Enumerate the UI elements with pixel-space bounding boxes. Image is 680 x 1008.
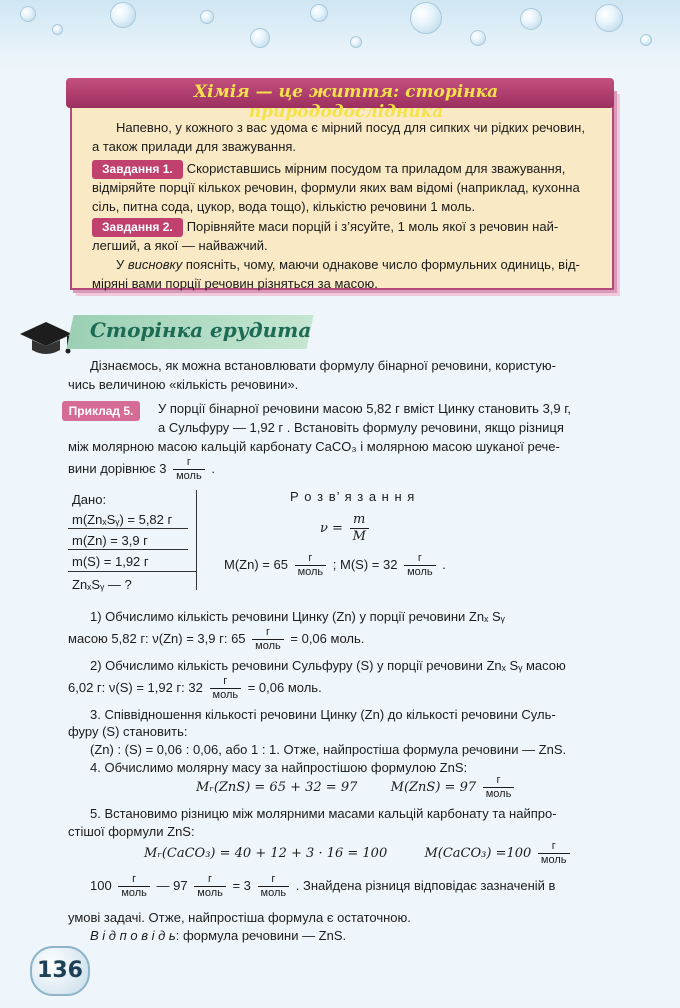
step-6: умові задачі. Отже, найпростіша формула є остаточною. <box>68 910 411 925</box>
step-1: 1) Обчислимо кількість речовини Цинку (Zn) у порції речовини Znₓ Sᵧ <box>90 609 505 624</box>
task-1-badge: Завдання 1. <box>92 160 183 179</box>
task-2 <box>92 217 558 237</box>
divider <box>68 549 188 550</box>
step-3: 3. Співвідношення кількості речовини Цинку (Zn) до кількості речовини Суль- <box>90 707 556 722</box>
bubble-decoration <box>410 2 442 34</box>
example-text: У порції бінарної речовини масою 5,82 г вміст Цинку становить 3,9 г, <box>158 401 572 416</box>
divider <box>196 490 197 590</box>
given-item: m(ZnₓSᵧ) = 5,82 г <box>72 512 173 527</box>
step-4: 4. Обчислимо молярну масу за найпростішою формулою ZnS: <box>90 760 468 775</box>
find-item: ZnₓSᵧ — ? <box>72 577 132 592</box>
bubble-decoration <box>520 8 542 30</box>
step-3: (Zn) : (S) = 0,06 : 0,06, або 1 : 1. Отже, найпростіша формула речовини — ZnS. <box>90 742 567 757</box>
task-1-text: Скориставшись мірним посудом та приладом для зважування, <box>186 161 566 176</box>
step-2: 6,02 г: ν(S) = 1,92 г: 32 $\frac{г}{\text{моль}}$ = 0,06 моль. <box>68 675 322 701</box>
conclusion: У висновку поясніть, чому, маючи однакове число формульних одиниць, від- <box>116 257 580 272</box>
graduation-cap-icon <box>18 318 74 358</box>
step-2: 2) Обчислимо кількість речовини Сульфуру (S) у порції речовини Znₓ Sᵧ масою <box>90 658 566 673</box>
bubble-decoration <box>595 4 623 32</box>
conclusion: міряні вами порції речовин різняться за масою. <box>92 276 378 291</box>
divider <box>68 571 196 572</box>
solution-heading: Р о з в’ я з а н н я <box>290 489 416 504</box>
task-2-text: легший, а якої — найважчий. <box>92 238 268 253</box>
bubble-decoration <box>350 36 362 48</box>
example-text: між молярною масою кальцій карбонату CaCO₃ і молярною масою шуканої рече- <box>68 439 560 454</box>
step-5: 5. Встановимо різницю між молярними масами кальцій карбонату та найпро- <box>90 806 557 821</box>
given-heading: Дано: <box>72 492 107 507</box>
erudite-intro: чись величиною «кількість речовини». <box>68 377 299 392</box>
example-text: а Сульфуру — 1,92 г . Встановіть формулу речовини, якщо різниця <box>158 420 564 435</box>
step-3: фуру (S) становить: <box>68 724 188 739</box>
step-4-formula: Mᵣ(ZnS) = 65 + 32 = 97 M(ZnS) = 97 $\frac{г}{\text{моль}}$ <box>196 774 517 801</box>
formula-nu: ν = $\frac{m}{M}$ <box>320 512 372 545</box>
task-2-badge: Завдання 2. <box>92 218 183 237</box>
example-badge: Приклад 5. <box>62 401 140 421</box>
chem-title: Хімія — це життя: сторінка природодослідника <box>193 82 499 122</box>
bubble-decoration <box>640 34 652 46</box>
divider <box>68 528 188 529</box>
task-1-text: відміряйте порції кількох речовин, формули яких вам відомі (наприклад, кухонна <box>92 180 580 195</box>
step-1: масою 5,82 г: ν(Zn) = 3,9 г: 65 $\frac{г}{\text{моль}}$ = 0,06 моль. <box>68 626 365 652</box>
bubble-decoration <box>310 4 328 22</box>
molar-masses: M(Zn) = 65 $\frac{г}{\text{моль}}$ ; M(S) = 32 $\frac{г}{\text{моль}}$ . <box>224 552 446 578</box>
bubble-decoration <box>52 24 63 35</box>
bubble-decoration <box>20 6 36 22</box>
answer: В і д п о в і д ь: формула речовини — ZnS. <box>90 928 347 943</box>
bubble-decoration <box>200 10 214 24</box>
bubble-decoration <box>250 28 270 48</box>
chem-intro: а також прилади для зважування. <box>92 139 297 154</box>
task-1 <box>92 159 565 179</box>
task-1-text: сіль, питна сода, цукор, вода тощо), кількістю речовини 1 моль. <box>92 199 476 214</box>
chem-intro: Напевно, у кожного з вас удома є мірний посуд для сипких чи рідких речовин, <box>116 120 585 135</box>
bubble-decoration <box>470 30 486 46</box>
erudite-intro: Дізнаємось, як можна встановлювати формулу бінарної речовини, користую- <box>90 358 556 373</box>
step-5: стішої формули ZnS: <box>68 824 195 839</box>
given-item: m(Zn) = 3,9 г <box>72 533 148 548</box>
step-5-formula: Mᵣ(CaCO₃) = 40 + 12 + 3 · 16 = 100 M(CaCO₃) =100 $\frac{г}{\text{моль}}$ <box>144 840 573 867</box>
difference-line: 100 $\frac{г}{\text{моль}}$ — 97 $\frac{г}{\text{моль}}$ = 3 $\frac{г}{\text{моль}}$ . Знайдена різниця відповідає зазначеній в <box>90 873 556 899</box>
header-background <box>0 0 680 70</box>
page-number: 136 <box>30 946 90 996</box>
erudite-title: Сторінка ерудита <box>90 318 312 342</box>
task-2-text: Порівняйте маси порцій і з’ясуйте, 1 моль якої з речовин най- <box>186 219 559 234</box>
fraction: $\frac{г}{\text{моль}}$ <box>173 456 205 483</box>
given-item: m(S) = 1,92 г <box>72 554 149 569</box>
example-text: вини дорівнює 3 $\frac{г}{\text{моль}}$ . <box>68 456 215 482</box>
bubble-decoration <box>110 2 136 28</box>
